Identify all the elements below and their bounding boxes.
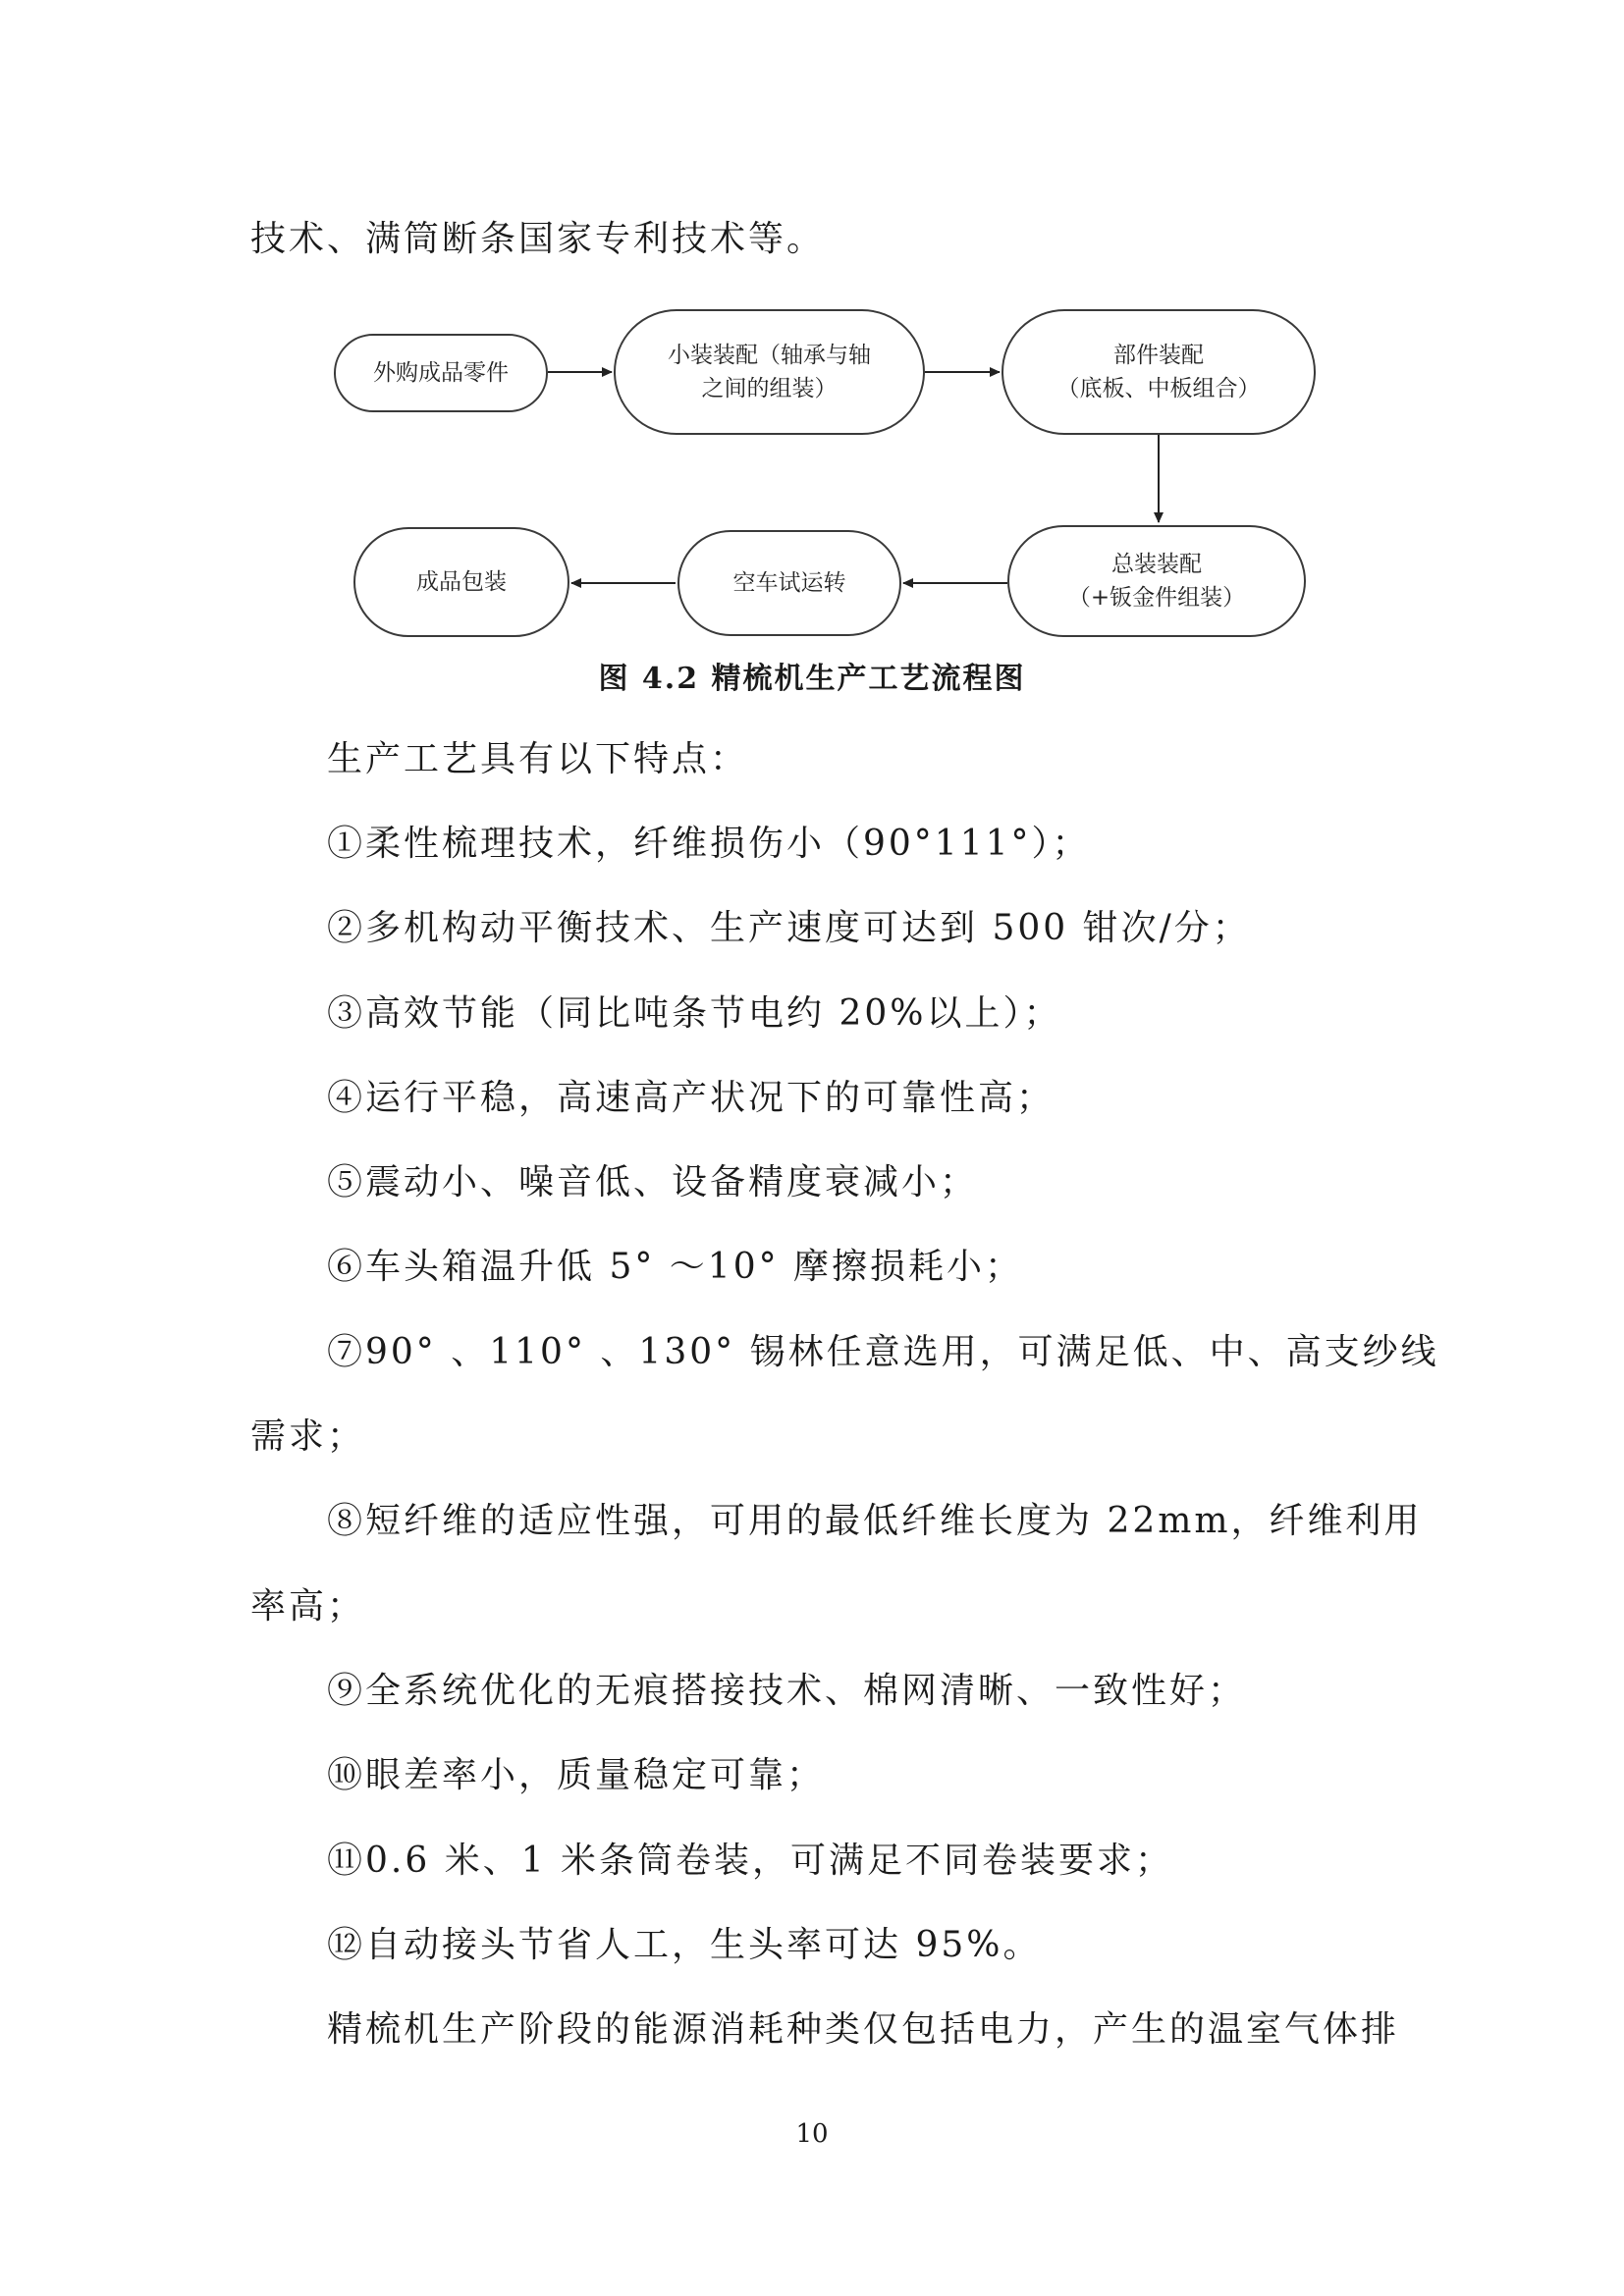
- process-flowchart: [314, 294, 1326, 648]
- paragraph-line: 生产工艺具有以下特点：: [327, 739, 749, 779]
- flow-node-part-assembly: [1001, 309, 1316, 435]
- flow-node-label: 总装装配: [1111, 552, 1202, 577]
- feature-item: ⑪0.6 米、1 米条筒卷装，可满足不同卷装要求；: [327, 1841, 1174, 1881]
- flow-node-small-assembly: [614, 309, 925, 435]
- feature-item: ⑦90° 、110° 、130° 锡林任意选用，可满足低、中、高支纱线: [327, 1332, 1439, 1372]
- feature-item: ⑥车头箱温升低 5° ～10° 摩擦损耗小；: [327, 1247, 1024, 1287]
- feature-item: ②多机构动平衡技术、生产速度可达到 500 钳次/分；: [327, 908, 1251, 948]
- feature-item: ⑤震动小、噪音低、设备精度衰减小；: [327, 1162, 979, 1202]
- feature-item: ③高效节能（同比吨条节电约 20%以上）；: [327, 993, 1062, 1034]
- feature-item: ⑩眼差率小，质量稳定可靠；: [327, 1755, 826, 1795]
- flow-node-purchase: [334, 334, 548, 412]
- feature-item: ①柔性梳理技术，纤维损伤小（90°111°）；: [327, 824, 1091, 864]
- flow-node-label: （+钣金件组装）: [1067, 585, 1246, 611]
- figure-caption: 图 4.2 精梳机生产工艺流程图: [598, 662, 1026, 696]
- flow-node-packaging: [353, 527, 569, 637]
- paragraph-line: 精梳机生产阶段的能源消耗种类仅包括电力，产生的温室气体排: [327, 2009, 1400, 2050]
- flow-node-label: 外购成品零件: [373, 360, 509, 386]
- feature-item: ⑨全系统优化的无痕搭接技术、棉网清晰、一致性好；: [327, 1671, 1247, 1711]
- feature-item: ⑫自动接头节省人工，生头率可达 95%。: [327, 1925, 1042, 1965]
- flow-node-label: （底板、中板组合）: [1056, 376, 1261, 401]
- flow-node-label: 成品包装: [416, 569, 507, 595]
- body-text-line: 技术、满筒断条国家专利技术等。: [250, 219, 826, 259]
- feature-item-continuation: 率高；: [250, 1586, 366, 1627]
- feature-item: ⑧短纤维的适应性强，可用的最低纤维长度为 22mm，纤维利用: [327, 1501, 1423, 1541]
- flow-node-label: 部件装配: [1113, 343, 1204, 368]
- flow-node-trial-run: [677, 530, 901, 636]
- flow-node-label: 之间的组装）: [701, 376, 838, 401]
- feature-item-continuation: 需求；: [250, 1416, 366, 1457]
- flow-node-final-assembly: [1007, 525, 1306, 637]
- page-number: 10: [795, 2119, 829, 2149]
- feature-item: ④运行平稳，高速高产状况下的可靠性高；: [327, 1078, 1056, 1118]
- flow-node-label: 空车试运转: [732, 570, 846, 596]
- flow-node-label: 小装装配（轴承与轴: [668, 343, 871, 368]
